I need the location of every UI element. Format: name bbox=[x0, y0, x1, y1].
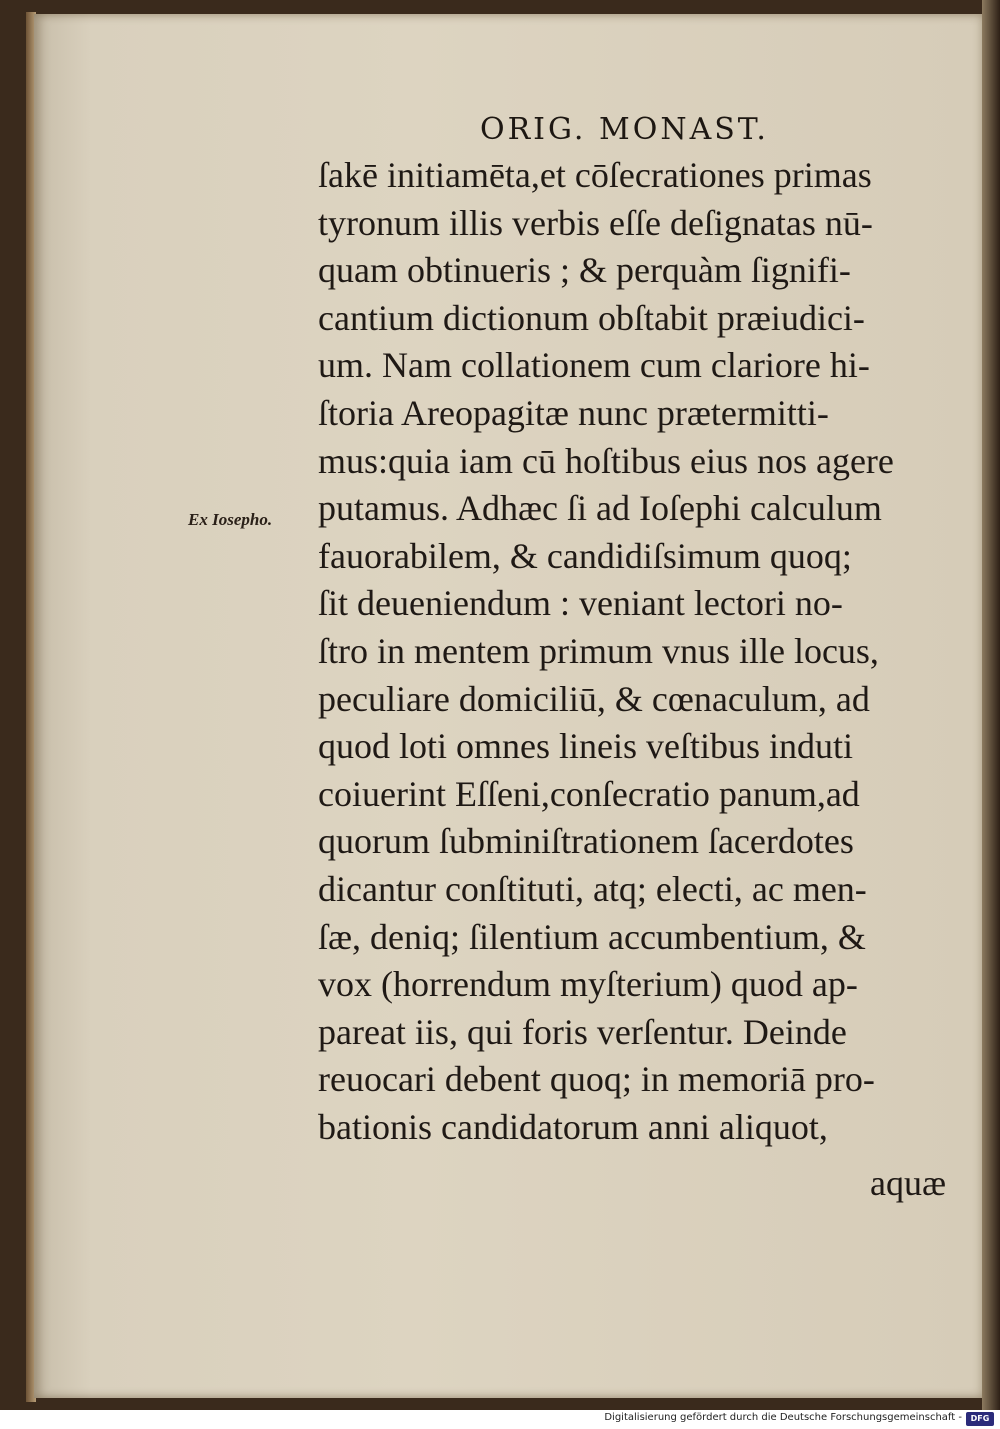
text-line: fauorabilem, & candidiſsimum quoq; bbox=[318, 535, 852, 576]
text-line: quam obtinueris ; & perquàm ſignifi- bbox=[318, 250, 851, 291]
text-line: ſakē initiamēta,et cōſecrationes primas bbox=[318, 155, 872, 195]
footer-bar bbox=[0, 1410, 1000, 1429]
text-line: ſtoria Areopagitæ nunc prætermitti- bbox=[318, 392, 829, 433]
text-line: dicantur conſtituti, atq; electi, ac men- bbox=[318, 868, 867, 909]
footer-credit: Digitalisierung gefördert durch die Deutsche Forschungsgemeinschaft - bbox=[604, 1412, 962, 1423]
text-line: ſit deueniendum : veniant lectori no- bbox=[318, 583, 843, 624]
running-head: ORIG. MONAST. bbox=[480, 112, 769, 147]
text-line: bationis candidatorum anni aliquot, bbox=[318, 1106, 828, 1147]
text-line: pareat iis, qui foris verſentur. Deinde bbox=[318, 1011, 847, 1052]
text-line: mus:quia iam cū hoſtibus eius nos agere bbox=[318, 440, 894, 481]
page-edge-right bbox=[982, 0, 1000, 1410]
text-line: quod loti omnes lineis veſtibus induti bbox=[318, 726, 853, 767]
marginal-note: Ex Iosepho. bbox=[188, 510, 273, 529]
text-line: reuocari debent quoq; in memoriā pro- bbox=[318, 1059, 875, 1100]
catchword: aquæ bbox=[870, 1163, 946, 1203]
text-line: ſæ, deniq; ſilentium accumbentium, & bbox=[318, 916, 866, 957]
text-line: um. Nam collationem cum clariore hi- bbox=[318, 345, 870, 386]
text-line: tyronum illis verbis eſſe deſignatas nū- bbox=[318, 202, 873, 243]
text-line: quorum ſubminiſtrationem ſacerdotes bbox=[318, 821, 854, 862]
dfg-logo-icon: DFG bbox=[966, 1412, 994, 1426]
text-line: coiuerint Eſſeni,conſecratio panum,ad bbox=[318, 773, 860, 814]
text-line: vox (horrendum myſterium) quod ap- bbox=[318, 964, 858, 1005]
text-line: ſtro in mentem primum vnus ille locus, bbox=[318, 630, 879, 671]
body-text bbox=[318, 152, 968, 1151]
text-line: putamus. Adhæc ſi ad Ioſephi calculum bbox=[318, 488, 882, 529]
text-line: cantium dictionum obſtabit præiudici- bbox=[318, 297, 865, 338]
text-line: peculiare domiciliū, & cœnaculum, ad bbox=[318, 678, 870, 719]
